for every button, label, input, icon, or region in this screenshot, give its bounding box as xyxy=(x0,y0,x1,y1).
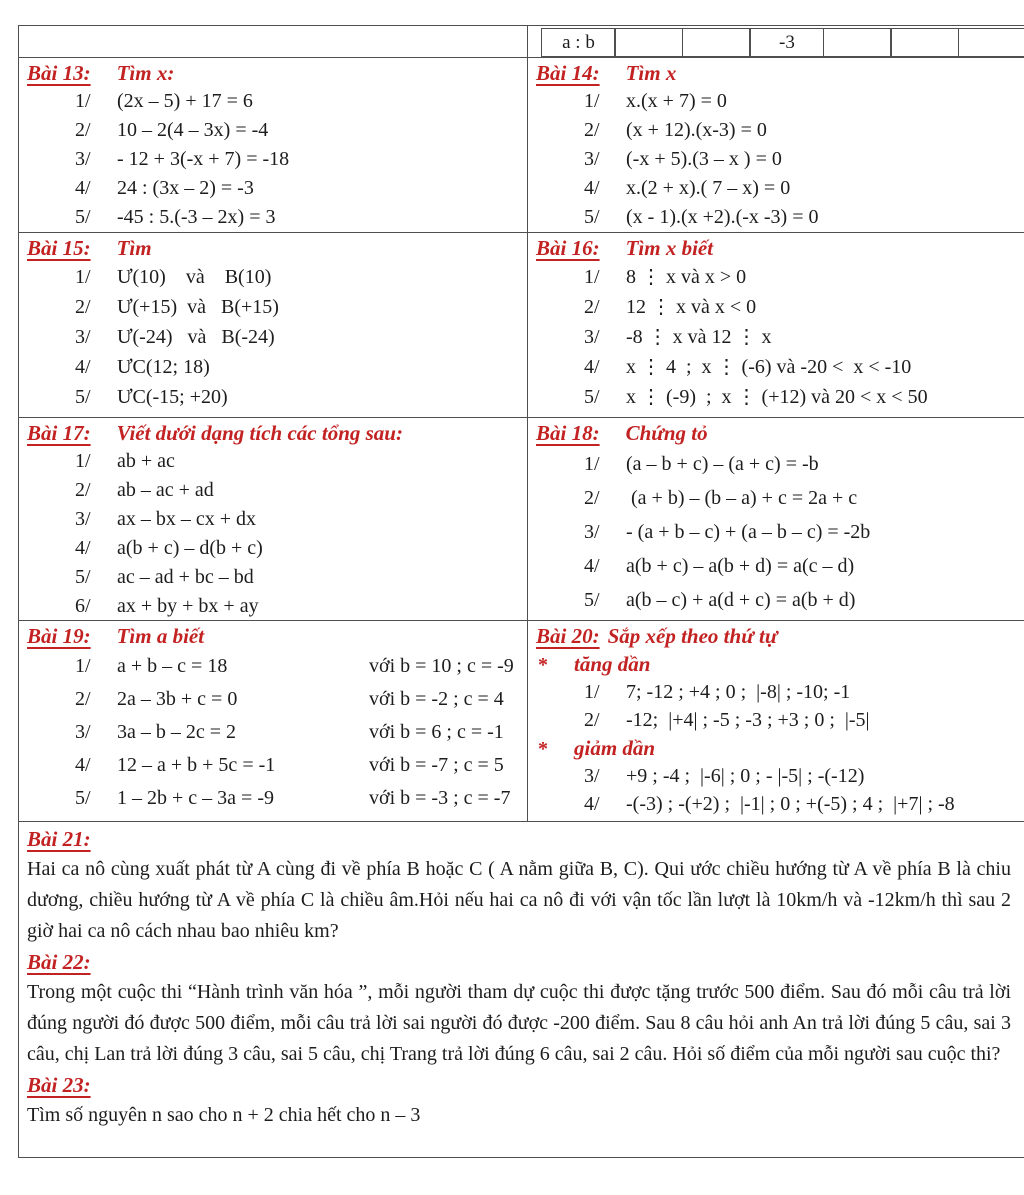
item-number: 1/ xyxy=(584,453,600,475)
item-text: (x - 1).(x +2).(-x -3) = 0 xyxy=(626,206,819,228)
item-text: 10 – 2(4 – 3x) = -4 xyxy=(117,119,269,141)
mini-cell xyxy=(958,28,1024,57)
item-text: (-x + 5).(3 – x ) = 0 xyxy=(626,148,782,170)
mini-cell-value: -3 xyxy=(749,28,824,57)
item-text: a(b + c) – a(b + d) = a(c – d) xyxy=(626,555,855,577)
exercise-cell-bai14 xyxy=(528,58,1024,232)
exercise-item xyxy=(536,382,1024,412)
item-text: 8 ⋮ x và x > 0 xyxy=(626,266,747,288)
item-text: (x + 12).(x-3) = 0 xyxy=(626,119,767,141)
item-number: 2/ xyxy=(584,296,600,318)
item-number: 5/ xyxy=(584,386,600,408)
exercise-subtitle: Viết dưới dạng tích các tổng sau: xyxy=(116,421,403,445)
exercise-title: Bài 13: xyxy=(27,61,91,85)
item-number: 1/ xyxy=(75,450,91,472)
exercise-cell-bai13 xyxy=(19,58,528,232)
exercise-title: Bài 15: xyxy=(27,236,91,260)
item-number: 5/ xyxy=(75,386,91,408)
item-number: 5/ xyxy=(584,589,600,611)
exercise-item xyxy=(27,174,523,203)
exercise-item xyxy=(536,116,1024,145)
item-number: 3/ xyxy=(75,508,91,530)
exercise-header xyxy=(536,622,1024,650)
item-condition: với b = -7 ; c = 5 xyxy=(369,754,504,776)
item-number: 4/ xyxy=(75,177,91,199)
item-text: x ⋮ 4 ; x ⋮ (-6) và -20 < x < -10 xyxy=(626,356,912,378)
mini-cell xyxy=(890,28,959,57)
table-row-ratio xyxy=(19,26,1024,58)
exercise-item xyxy=(27,592,523,620)
exercise-item xyxy=(27,563,523,592)
item-equation: 2a – 3b + c = 0 xyxy=(117,688,238,710)
section-text: Trong một cuộc thi “Hành trình văn hóa ”, mỗi người tham dự cuộc thi được tặng trước 500 điểm. Sau đó mỗi câu trả lời đúng người đó được 500 điểm, mỗi câu trả lời sai người đó được -200 điểm. Sau 8 câu hỏi anh An trả lời đúng 5 câu, sai 3 câu, chị Lan trả lời đúng 3 câu, sai 5 câu, chị Trang trả lời đúng 6 câu, sai 2 câu. Hỏi số điểm của mỗi người sau cuộc thi? xyxy=(27,981,1011,1065)
exercise-title: Bài 14: xyxy=(536,61,600,85)
exercise-item xyxy=(536,583,1024,617)
item-text: Ư(+15) và B(+15) xyxy=(117,296,279,318)
exercise-item xyxy=(536,352,1024,382)
item-text: 24 : (3x – 2) = -3 xyxy=(117,177,254,199)
item-number: 4/ xyxy=(584,793,600,815)
table-row-word-problems xyxy=(19,822,1024,1158)
exercise-title: Bài 17: xyxy=(27,421,91,445)
exercise-item xyxy=(27,749,523,782)
exercise-item xyxy=(27,650,523,683)
group-label: tăng dần xyxy=(574,652,651,676)
exercise-header xyxy=(27,59,523,87)
item-number: 4/ xyxy=(584,177,600,199)
mini-cell xyxy=(823,28,892,57)
exercise-item xyxy=(27,352,523,382)
exercise-cell-bai17 xyxy=(19,418,528,620)
item-text: -12; |+4| ; -5 ; -3 ; +3 ; 0 ; |-5| xyxy=(626,709,870,731)
exercise-title: Bài 20: xyxy=(536,624,600,648)
item-number: 3/ xyxy=(75,148,91,170)
exercise-item xyxy=(27,262,523,292)
mini-cell xyxy=(682,28,751,57)
exercise-title: Bài 19: xyxy=(27,624,91,648)
worksheet-table xyxy=(18,25,1024,1158)
group-header-ascending xyxy=(536,650,1024,678)
exercise-item xyxy=(536,481,1024,515)
exercise-item xyxy=(27,476,523,505)
item-text: -8 ⋮ x và 12 ⋮ x xyxy=(626,326,772,348)
exercise-item xyxy=(536,447,1024,481)
exercise-item xyxy=(536,515,1024,549)
item-number: 4/ xyxy=(584,356,600,378)
item-number: 4/ xyxy=(75,537,91,559)
item-number: 2/ xyxy=(584,119,600,141)
item-number: 3/ xyxy=(584,148,600,170)
item-text: 12 ⋮ x và x < 0 xyxy=(626,296,757,318)
group-label: giảm dần xyxy=(574,736,656,760)
exercise-item xyxy=(536,790,1024,818)
item-text: a(b + c) – d(b + c) xyxy=(117,537,263,559)
exercise-item xyxy=(536,174,1024,203)
exercise-header xyxy=(27,234,523,262)
exercise-header xyxy=(536,234,1024,262)
item-condition: với b = 6 ; c = -1 xyxy=(369,721,504,743)
exercise-subtitle: Sắp xếp theo thứ tự xyxy=(607,624,778,648)
exercise-cell-bai19 xyxy=(19,621,528,821)
exercise-item xyxy=(536,762,1024,790)
exercise-item xyxy=(27,447,523,476)
table-row-17-18 xyxy=(19,418,1024,621)
item-text: x ⋮ (-9) ; x ⋮ (+12) và 20 < x < 50 xyxy=(626,386,928,408)
exercise-header xyxy=(27,419,523,447)
item-number: 1/ xyxy=(584,681,600,703)
item-text: (a – b + c) – (a + c) = -b xyxy=(626,453,819,475)
exercise-item xyxy=(27,322,523,352)
item-condition: với b = -3 ; c = -7 xyxy=(369,787,511,809)
item-number: 3/ xyxy=(75,721,91,743)
item-text: x.(x + 7) = 0 xyxy=(626,90,727,112)
item-text: ƯC(-15; +20) xyxy=(117,386,228,408)
item-number: 3/ xyxy=(584,521,600,543)
exercise-cell-bai20 xyxy=(528,621,1024,821)
item-text: Ư(-24) và B(-24) xyxy=(117,326,275,348)
item-text: -45 : 5.(-3 – 2x) = 3 xyxy=(117,206,276,228)
section-bai22 xyxy=(27,947,1011,1070)
exercise-subtitle: Tìm a biết xyxy=(116,624,205,648)
item-number: 2/ xyxy=(584,487,600,509)
exercise-item xyxy=(536,549,1024,583)
exercise-item xyxy=(536,87,1024,116)
item-text: Ư(10) và B(10) xyxy=(117,266,272,288)
item-number: 4/ xyxy=(75,356,91,378)
exercise-subtitle: Tìm x xyxy=(625,61,677,85)
item-number: 2/ xyxy=(584,709,600,731)
exercise-item xyxy=(27,382,523,412)
section-text: Hai ca nô cùng xuất phát từ A cùng đi về phía B hoặc C ( A nằm giữa B, C). Qui ước chiều hướng từ A về phía B là chiu dương, chiều hướng từ A về phía C là chiều âm.Hỏi nếu hai ca nô đi với vận tốc lần lượt là 10km/h và -12km/h thì sau 2 giờ hai ca nô cách nhau bao nhiêu km? xyxy=(27,858,1011,942)
item-equation: a + b – c = 18 xyxy=(117,655,228,677)
exercise-cell-bai18 xyxy=(528,418,1024,620)
exercise-item xyxy=(536,322,1024,352)
item-equation: 3a – b – 2c = 2 xyxy=(117,721,237,743)
mini-cell-a-b: a : b xyxy=(541,28,616,57)
section-bai21 xyxy=(27,824,1011,947)
item-condition: với b = 10 ; c = -9 xyxy=(369,655,514,677)
exercise-subtitle: Tìm x: xyxy=(116,61,175,85)
exercise-item xyxy=(27,145,523,174)
item-text: ab – ac + ad xyxy=(117,479,214,501)
item-text: ƯC(12; 18) xyxy=(117,356,210,378)
item-text: (a + b) – (b – a) + c = 2a + c xyxy=(626,487,858,509)
item-equation: 1 – 2b + c – 3a = -9 xyxy=(117,787,274,809)
exercise-header xyxy=(27,622,523,650)
section-title: Bài 22: xyxy=(27,950,91,974)
item-equation: 12 – a + b + 5c = -1 xyxy=(117,754,276,776)
item-text: -(-3) ; -(+2) ; |-1| ; 0 ; +(-5) ; 4 ; |+7| ; -8 xyxy=(626,793,955,815)
item-number: 2/ xyxy=(75,688,91,710)
exercise-item xyxy=(27,203,523,232)
item-text: ab + ac xyxy=(117,450,175,472)
item-number: 1/ xyxy=(75,90,91,112)
item-text: - (a + b – c) + (a – b – c) = -2b xyxy=(626,521,871,543)
exercise-item xyxy=(536,292,1024,322)
item-text: +9 ; -4 ; |-6| ; 0 ; - |-5| ; -(-12) xyxy=(626,765,865,787)
exercise-cell-bai15 xyxy=(19,233,528,417)
exercise-item xyxy=(27,292,523,322)
table-row-15-16 xyxy=(19,233,1024,418)
exercise-header xyxy=(536,59,1024,87)
item-number: 1/ xyxy=(75,266,91,288)
exercise-header xyxy=(536,419,1024,447)
empty-cell xyxy=(19,26,528,57)
item-text: 7; -12 ; +4 ; 0 ; |-8| ; -10; -1 xyxy=(626,681,851,703)
item-number: 3/ xyxy=(584,765,600,787)
item-number: 5/ xyxy=(584,206,600,228)
exercise-item xyxy=(27,716,523,749)
item-number: 3/ xyxy=(75,326,91,348)
exercise-item xyxy=(27,534,523,563)
item-number: 5/ xyxy=(75,566,91,588)
exercise-item xyxy=(27,683,523,716)
item-text: - 12 + 3(-x + 7) = -18 xyxy=(117,148,290,170)
exercise-item xyxy=(536,203,1024,232)
item-number: 5/ xyxy=(75,206,91,228)
exercise-item xyxy=(27,782,523,815)
exercise-subtitle: Tìm x biết xyxy=(625,236,714,260)
mini-cell xyxy=(614,28,683,57)
item-number: 6/ xyxy=(75,595,91,617)
exercise-item xyxy=(27,116,523,145)
exercise-item xyxy=(536,145,1024,174)
exercise-item xyxy=(27,505,523,534)
item-number: 2/ xyxy=(75,479,91,501)
item-number: 2/ xyxy=(75,119,91,141)
group-header-descending xyxy=(536,734,1024,762)
item-text: a(b – c) + a(d + c) = a(b + d) xyxy=(626,589,856,611)
section-text: Tìm số nguyên n sao cho n + 2 chia hết cho n – 3 xyxy=(27,1104,421,1126)
item-condition: với b = -2 ; c = 4 xyxy=(369,688,504,710)
exercise-item xyxy=(536,262,1024,292)
item-text: x.(2 + x).( 7 – x) = 0 xyxy=(626,177,791,199)
exercise-title: Bài 18: xyxy=(536,421,600,445)
item-number: 1/ xyxy=(584,266,600,288)
item-text: ax – bx – cx + dx xyxy=(117,508,257,530)
section-title: Bài 23: xyxy=(27,1073,91,1097)
section-bai23 xyxy=(27,1070,1011,1131)
table-row-13-14 xyxy=(19,58,1024,233)
ratio-mini-table xyxy=(541,28,1024,57)
item-text: ac – ad + bc – bd xyxy=(117,566,254,588)
exercise-subtitle: Chứng tỏ xyxy=(625,421,708,445)
exercise-item xyxy=(27,87,523,116)
item-number: 2/ xyxy=(75,296,91,318)
ratio-table-cell xyxy=(528,26,1024,57)
asterisk-bullet: * xyxy=(538,738,548,760)
exercise-title: Bài 16: xyxy=(536,236,600,260)
exercise-subtitle: Tìm xyxy=(116,236,152,260)
exercise-item xyxy=(536,706,1024,734)
item-number: 1/ xyxy=(75,655,91,677)
item-number: 4/ xyxy=(75,754,91,776)
item-number: 3/ xyxy=(584,326,600,348)
exercise-item xyxy=(536,678,1024,706)
table-row-19-20 xyxy=(19,621,1024,822)
section-title: Bài 21: xyxy=(27,827,91,851)
item-text: (2x – 5) + 17 = 6 xyxy=(117,90,253,112)
exercise-cell-bai16 xyxy=(528,233,1024,417)
item-number: 1/ xyxy=(584,90,600,112)
item-number: 5/ xyxy=(75,787,91,809)
item-number: 4/ xyxy=(584,555,600,577)
asterisk-bullet: * xyxy=(538,654,548,676)
item-text: ax + by + bx + ay xyxy=(117,595,259,617)
